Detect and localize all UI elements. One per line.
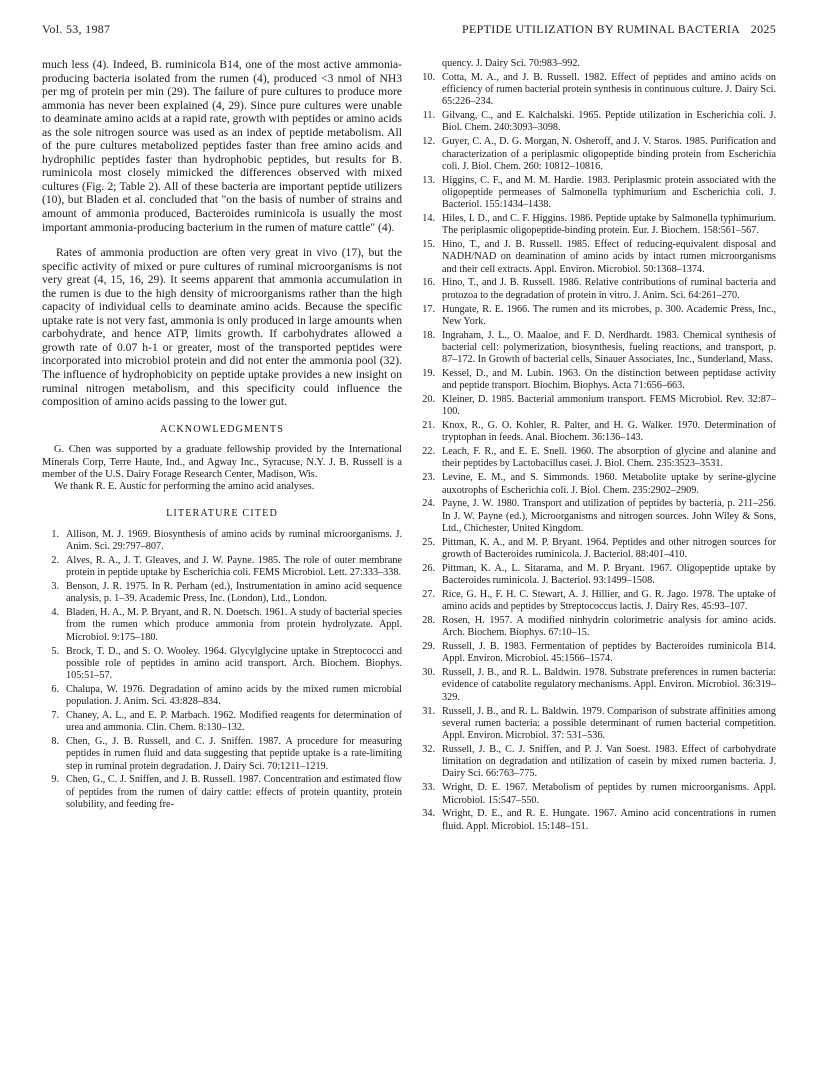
- reference-text: Cotta, M. A., and J. B. Russell. 1982. Effect of peptides and amino acids on efficiency of rumen bacterial protein synthesis in continuous culture. J. Dairy Sci. 65:226–234.: [442, 71, 776, 108]
- reference-text: Pittman, K. A., L. Sitarama, and M. P. Bryant. 1967. Oligopeptide uptake by Bacteroides ruminicola. J. Bacteriol. 93:1499–1508.: [442, 562, 776, 587]
- reference-list-left: [42, 529, 402, 811]
- reference-number: 27.: [422, 588, 435, 600]
- reference-text: Wright, D. E. 1967. Metabolism of peptides by rumen microorganisms. Appl. Microbiol. 15:547–550.: [442, 782, 776, 806]
- reference-number: 1.: [51, 528, 59, 540]
- reference-number: 7.: [51, 710, 59, 722]
- reference-number: 14.: [422, 212, 435, 224]
- reference-number: 31.: [422, 705, 435, 717]
- reference-text: Rosen, H. 1957. A modified ninhydrin colorimetric analysis for amino acids. Arch. Biochem. Biophys. 67:10–15.: [442, 615, 776, 639]
- reference-text: Russell, J. B. 1983. Fermentation of peptides by Bacteroides ruminicola B14. Appl. Environ. Microbiol. 45:1566–1574.: [442, 641, 776, 665]
- reference-number: 26.: [422, 562, 435, 574]
- reference-item: [418, 667, 776, 704]
- reference-number: 11.: [422, 110, 435, 122]
- reference-number: 10.: [422, 71, 435, 83]
- reference-item: [418, 277, 776, 302]
- reference-item: [418, 175, 776, 212]
- reference-number: 30.: [422, 667, 435, 679]
- reference-item: [418, 110, 776, 135]
- reference-item: [418, 136, 776, 173]
- reference-number: 22.: [422, 446, 435, 458]
- reference-text: Chaney, A. L., and E. P. Marbach. 1962. Modified reagents for determination of urea and ammonia. Clin. Chem. 8:130–132.: [66, 710, 402, 734]
- reference-text: Russell, J. B., and R. L. Baldwin. 1978. Substrate preferences in rumen bacteria: evidence of catabolite regulatory mechanisms. Appl. Environ. Microbiol. 36:319–329.: [442, 667, 776, 703]
- reference-text: Alves, R. A., J. T. Gleaves, and J. W. Payne. 1985. The role of outer membrane protein in peptide uptake by Escherichia coli. FEMS Microbiol. Lett. 27:333–338.: [66, 555, 402, 579]
- reference-item: [418, 420, 776, 445]
- literature-heading: LITERATURE CITED: [166, 508, 278, 520]
- reference-item: [42, 529, 402, 554]
- reference-number: 4.: [51, 607, 59, 619]
- reference-item: [42, 774, 402, 811]
- reference-item: [418, 563, 776, 588]
- reference-item: [418, 213, 776, 238]
- reference-text: Hungate, R. E. 1966. The rumen and its microbes, p. 300. Academic Press, Inc., New York.: [442, 303, 776, 327]
- reference-number: 25.: [422, 536, 435, 548]
- reference-text: Ingraham, J. L., O. Maaloe, and F. D. Nerdhardt. 1983. Chemical synthesis of bacterial cell: polymerization, biosynthesis, fueling reactions, and transport, p. 87–172. In Growth of bacterial cells, Sinauer Associates, Inc., Sunderland, Mass.: [442, 329, 776, 366]
- reference-text: Higgins, C. F., and M. M. Hardie. 1983. Periplasmic protein associated with the oligopeptide permeases of Salmonella typhimurium and Escherichia coli. J. Bacteriol. 155:1434–1438.: [442, 174, 776, 211]
- reference-item: [418, 744, 776, 781]
- reference-item: [418, 641, 776, 666]
- reference-item: [418, 446, 776, 471]
- reference-item: [418, 808, 776, 833]
- reference-number: 12.: [422, 136, 435, 148]
- reference-text: Kessel, D., and M. Lubin. 1963. On the distinction between peptidase activity and peptide transport. Biochim. Biophys. Acta 71:656–663.: [442, 367, 776, 392]
- reference-item: [418, 706, 776, 743]
- running-header: [462, 22, 776, 37]
- reference-text: Bladen, H. A., M. P. Bryant, and R. N. Doetsch. 1961. A study of bacterial species from the rumen which produce ammonia from protein hydrolyzate. Appl. Microbiol. 9:175–180.: [66, 607, 402, 643]
- reference-text: Chen, G., J. B. Russell, and C. J. Sniffen. 1987. A procedure for measuring peptides in rumen fluid and data suggesting that peptide uptake is a rate-limiting step in ruminal protein degradation. J. Dairy Sci. 70:1211–1219.: [66, 736, 402, 772]
- reference-number: 6.: [51, 683, 59, 695]
- page-number: 2025: [750, 22, 776, 36]
- reference-item: [418, 537, 776, 562]
- reference-number: 15.: [422, 239, 435, 251]
- reference-text: Brock, T. D., and S. O. Wooley. 1964. Glycylglycine uptake in Streptococci and possible role of peptides in amino acid transport. Arch. Biochem. Biophys. 105:51–57.: [66, 645, 402, 682]
- reference-text: Kleiner, D. 1985. Bacterial ammonium transport. FEMS Microbiol. Rev. 32:87–100.: [442, 394, 776, 418]
- reference-text: quency. J. Dairy Sci. 70:983–992.: [442, 58, 580, 69]
- reference-number: 23.: [422, 472, 435, 484]
- reference-number: 9.: [51, 774, 59, 786]
- reference-item: [418, 394, 776, 419]
- acknowledgments-paragraph-2: We thank R. E. Austic for performing the amino acid analyses.: [54, 481, 315, 493]
- reference-item: [42, 581, 402, 606]
- reference-text: Benson, J. R. 1975. In R. Perham (ed.), Instrumentation in amino acid sequence analysis, p. 1–39. Academic Press, Inc. (London), Ltd., London.: [66, 581, 402, 605]
- reference-text: Payne, J. W. 1980. Transport and utilization of peptides by bacteria, p. 211–256. In J. W. Payne (ed.), Microorganisms and nitrogen sources. John Wiley & Sons, Ltd., Chichester, United Kingdom.: [442, 498, 776, 534]
- reference-item: [42, 607, 402, 644]
- reference-item: [42, 736, 402, 773]
- reference-item: [418, 239, 776, 276]
- reference-number: 34.: [422, 808, 435, 820]
- reference-number: 24.: [422, 498, 435, 510]
- reference-number: 21.: [422, 420, 435, 432]
- reference-item: [418, 615, 776, 640]
- reference-item: [418, 368, 776, 393]
- reference-text: Hino, T., and J. B. Russell. 1986. Relative contributions of ruminal bacteria and protozoa to the degradation of protein in vitro. J. Anim. Sci. 64:261–270.: [442, 277, 776, 301]
- running-title: PEPTIDE UTILIZATION BY RUMINAL BACTERIA: [462, 22, 740, 36]
- reference-number: 18.: [422, 329, 435, 341]
- reference-number: 5.: [51, 645, 59, 657]
- reference-text: Leach, F. R., and E. E. Snell. 1960. The absorption of glycine and alanine and their peptides by Lactobacillus casei. J. Biol. Chem. 235:3523–3531.: [442, 446, 776, 470]
- reference-number: 32.: [422, 743, 435, 755]
- reference-number: 13.: [422, 174, 435, 186]
- acknowledgments-paragraph-1: G. Chen was supported by a graduate fellowship provided by the International Minerals Corp, Terre Haute, Ind., and Agway Inc., Syracuse, N.Y. J. B. Russell is a member of the U.S. Dairy Forage Research Center, Madison, Wis.: [42, 444, 402, 480]
- reference-number: 28.: [422, 615, 435, 627]
- reference-text: Wright, D. E., and R. E. Hungate. 1967. Amino acid concentrations in rumen fluid. Appl. Microbiol. 15:148–151.: [442, 808, 776, 832]
- reference-number: 17.: [422, 303, 435, 315]
- body-paragraph-2: Rates of ammonia production are often very great in vivo (17), but the specific activity of mixed or pure cultures of ruminal microorganisms is not very great (4, 15, 16, 29). It seems apparent that ammonia accumulation in the rumen is due to the high density of microorganisms rather than the high capacity of individual cells to deaminate amino acids. Because the specific uptake rate is not very fast, ammonia is only produced in large amounts when carbohydrate, and hence ATP, limits growth. If carbohydrates allowed a growth rate of 0.07 h-1 or greater, most of the transported peptides were incorporated into microbiol protein and did not enter the ammonia pool (32). The influence of hydrophobicity on peptide uptake provides a new insight on ruminal nitrogen metabolism, and this specificity could influence the composition of amino acids passing to the lower gut.: [42, 246, 402, 409]
- reference-number: 19.: [422, 367, 435, 379]
- reference-list-right: [418, 58, 776, 833]
- reference-text: Hino, T., and J. B. Russell. 1985. Effect of reducing-equivalent disposal and NADH/NAD on deamination of amino acids by intact rumen microorganisms and their cell extracts. Appl. Environ. Microbiol. 50:1368–1374.: [442, 239, 776, 275]
- reference-text: Hiles, I. D., and C. F. Higgins. 1986. Peptide uptake by Salmonella typhimurium. The periplasmic oligopeptide-binding protein. Eur. J. Biochem. 158:561–567.: [442, 212, 776, 237]
- reference-text: Knox, R., G. O. Kohler, R. Palter, and H. G. Walker. 1970. Determination of tryptophan in feeds. Anal. Biochem. 36:136–143.: [442, 420, 776, 444]
- reference-text: Rice, G. H., F. H. C. Stewart, A. J. Hillier, and G. R. Jago. 1978. The uptake of amino acids and peptides by Streptococcus lactis. J. Dairy Res. 45:93–107.: [442, 588, 776, 613]
- body-paragraph-1: much less (4). Indeed, B. ruminicola B14, one of the most active ammonia-producing bacteria isolated from the rumen (4), produced <3 nmol of NH3 per mg of protein per min (29). The failure of pure cultures to produce more ammonia has never been explained (4, 29). Since pure cultures were unable to deaminate amino acids at a rapid rate, growth with peptides or amino acids as the sole nitrogen source was used as an index of peptide metabolism. All of the pure cultures metabolized peptides faster than free amino acids and hydrophilic peptides faster than hydrophobic peptides, but results for B. ruminicola most closely mimicked the differences observed with mixed cultures (Fig. 2; Table 2). All of these bacteria are important peptide utilizers (10), but Bladen et al. concluded that "on the basis of number of strains and amount of ammonia produced, Bacteroides ruminicola is usually the most important ammonia-producing bacterium in the rumen of mature cattle" (4).: [42, 58, 402, 234]
- reference-item: [418, 304, 776, 329]
- reference-text: Chen, G., C. J. Sniffen, and J. B. Russell. 1987. Concentration and estimated flow of peptides from the rumen of dairy cattle: effects of protein quantity, protein solubility, and feeding fre-: [66, 774, 402, 810]
- reference-item: [418, 782, 776, 807]
- reference-text: Gilvang, C., and E. Kalchalski. 1965. Peptide utilization in Escherichia coli. J. Biol. Chem. 240:3093–3098.: [442, 110, 776, 134]
- reference-item: [418, 498, 776, 535]
- reference-item: [418, 58, 776, 70]
- reference-text: Allison, M. J. 1969. Biosynthesis of amino acids by ruminal microorganisms. J. Anim. Sci. 29:797–807.: [66, 528, 402, 553]
- acknowledgments-heading: ACKNOWLEDGMENTS: [159, 423, 285, 435]
- reference-number: 29.: [422, 641, 435, 653]
- reference-text: Chalupa, W. 1976. Degradation of amino acids by the mixed rumen microbial population. J. Anim. Sci. 43:828–834.: [66, 683, 402, 708]
- reference-item: [42, 646, 402, 683]
- reference-number: 2.: [51, 555, 59, 567]
- reference-item: [42, 684, 402, 709]
- reference-number: 33.: [422, 782, 435, 794]
- reference-item: [418, 72, 776, 109]
- reference-text: Russell, J. B., and R. L. Baldwin. 1979. Comparison of substrate affinities among several rumen bacteria: a possible determinant of rumen bacterial competition. Appl. Environ. Microbiol. 37: 531–536.: [442, 705, 776, 742]
- reference-text: Russell, J. B., C. J. Sniffen, and P. J. Van Soest. 1983. Effect of carbohydrate limitation on degradation and utilization of casein by mixed rumen bacteria. J. Dairy Sci. 66:763–775.: [442, 743, 776, 780]
- reference-number: 20.: [422, 394, 435, 406]
- reference-text: Guyer, C. A., D. G. Morgan, N. Osheroff, and J. V. Staros. 1985. Purification and characterization of a periplasmic oligopeptide binding protein from Escherichia coli. J. Biol. Chem. 260: 10812–10816.: [442, 136, 776, 172]
- left-column: [42, 58, 402, 813]
- reference-item: [42, 710, 402, 735]
- volume-header: Vol. 53, 1987: [42, 22, 111, 36]
- reference-item: [418, 330, 776, 367]
- reference-item: [418, 472, 776, 497]
- reference-text: Levine, E. M., and S. Simmonds. 1960. Metabolite uptake by serine-glycine auxotrophs of Escherichia coli. J. Biol. Chem. 235:2902–2909.: [442, 472, 776, 496]
- reference-text: Pittman, K. A., and M. P. Bryant. 1964. Peptides and other nitrogen sources for growth of Bacteroides ruminicola. J. Bacteriol. 88:401–410.: [442, 536, 776, 560]
- reference-number: 16.: [422, 277, 435, 289]
- right-column: [418, 58, 776, 834]
- reference-item: [418, 589, 776, 614]
- reference-number: 8.: [51, 736, 59, 748]
- reference-number: 3.: [51, 581, 59, 593]
- reference-item: [42, 555, 402, 580]
